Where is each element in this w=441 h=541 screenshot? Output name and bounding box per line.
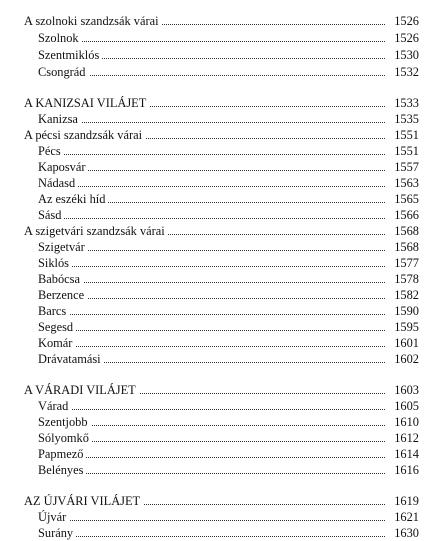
leader-dots [40,319,385,335]
toc-entry-page: 1602 [394,352,419,366]
toc-entry-title: Szentmiklós [38,47,102,63]
toc-entry-title: A szolnoki szandzsák várai [24,13,162,29]
toc-entry-title: A KANIZSAI VILÁJET [24,95,149,111]
toc-entry [0,493,441,509]
toc-entry [0,64,441,80]
leader-dots [40,446,385,462]
toc-entry [0,159,441,175]
leader-dots [40,398,385,414]
toc-entry [0,446,441,462]
toc-entry-title: Csongrád [38,64,89,80]
toc-entry [0,175,441,191]
toc-entry-page: 1566 [394,208,419,222]
toc-entry-title: Szolnok [38,30,82,46]
toc-entry [0,95,441,111]
toc-entry-title: Kaposvár [38,159,88,175]
toc-entry [0,127,441,143]
toc-entry [0,287,441,303]
toc-entry-title: Szentjobb [38,414,91,430]
toc-entry [0,335,441,351]
leader-dots [40,143,385,159]
leader-dots [40,159,385,175]
toc-entry [0,382,441,398]
leader-dots [40,414,385,430]
toc-entry [0,414,441,430]
toc-entry-title: Szigetvár [38,239,88,255]
toc-entry-title: Kanizsa [38,111,81,127]
toc-entry-title: Surány [38,525,76,541]
toc-entry-page: 1532 [394,65,419,79]
toc-entry-page: 1533 [394,96,419,110]
toc-entry-title: Siklós [38,255,72,271]
toc-entry-page: 1578 [394,272,419,286]
toc-entry-title: Drávatamási [38,351,104,367]
toc-entry-title: Berzence [38,287,87,303]
toc-entry [0,47,441,63]
leader-dots [40,509,385,525]
toc-entry-page: 1530 [394,48,419,62]
toc-entry-page: 1551 [394,144,419,158]
toc-entry-title: Segesd [38,319,76,335]
toc-entry [0,430,441,446]
toc-entry-page: 1577 [394,256,419,270]
toc-entry [0,191,441,207]
toc-entry-page: 1557 [394,160,419,174]
toc-entry-title: AZ ÚJVÁRI VILÁJET [24,493,143,509]
toc-entry-title: Papmező [38,446,86,462]
toc-entry [0,271,441,287]
toc-entry-title: A pécsi szandzsák várai [24,127,145,143]
toc-entry-page: 1568 [394,240,419,254]
toc-entry [0,223,441,239]
leader-dots [40,207,385,223]
toc-entry-title: Barcs [38,303,69,319]
toc-entry-title: A VÁRADI VILÁJET [24,382,139,398]
toc-entry [0,319,441,335]
leader-dots [40,335,385,351]
toc-entry [0,13,441,29]
toc-entry-title: Pécs [38,143,64,159]
toc-entry [0,30,441,46]
toc-entry-page: 1582 [394,288,419,302]
leader-dots [40,462,385,478]
toc-entry [0,525,441,540]
toc-entry-page: 1568 [394,224,419,238]
toc-entry-title: Várad [38,398,71,414]
toc-entry [0,143,441,159]
leader-dots [40,64,385,80]
toc-entry-page: 1630 [394,526,419,540]
toc-entry-title: Nádasd [38,175,78,191]
toc-entry [0,111,441,127]
toc-entry-page: 1614 [394,447,419,461]
leader-dots [40,111,385,127]
toc-entry [0,398,441,414]
toc-entry [0,509,441,525]
toc-entry-page: 1595 [394,320,419,334]
toc-entry-page: 1526 [394,31,419,45]
toc-entry-page: 1535 [394,112,419,126]
toc-entry [0,239,441,255]
leader-dots [40,287,385,303]
toc-entry-title: Az eszéki híd [38,191,108,207]
leader-dots [40,271,385,287]
toc-entry-page: 1616 [394,463,419,477]
toc-entry-page: 1551 [394,128,419,142]
leader-dots [40,303,385,319]
leader-dots [40,175,385,191]
toc-entry [0,207,441,223]
toc-entry-page: 1603 [394,383,419,397]
toc-entry-title: A szigetvári szandzsák várai [24,223,168,239]
toc-entry-title: Újvár [38,509,69,525]
toc-entry-title: Belényes [38,462,86,478]
leader-dots [40,30,385,46]
toc-entry-page: 1601 [394,336,419,350]
toc-entry-page: 1612 [394,431,419,445]
toc-entry-page: 1621 [394,510,419,524]
toc-entry-page: 1619 [394,494,419,508]
toc-entry-page: 1605 [394,399,419,413]
toc-entry-page: 1565 [394,192,419,206]
leader-dots [40,525,385,541]
toc-entry-title: Komár [38,335,75,351]
leader-dots [40,255,385,271]
toc-entry-title: Babócsa [38,271,83,287]
toc-entry-page: 1526 [394,14,419,28]
toc-entry-title: Sásd [38,207,64,223]
toc-entry [0,351,441,367]
leader-dots [40,239,385,255]
toc-entry [0,303,441,319]
toc-entry-title: Sólyomkő [38,430,92,446]
toc-entry-page: 1590 [394,304,419,318]
toc-entry-page: 1610 [394,415,419,429]
toc-entry-page: 1563 [394,176,419,190]
toc-entry [0,462,441,478]
toc-entry [0,255,441,271]
